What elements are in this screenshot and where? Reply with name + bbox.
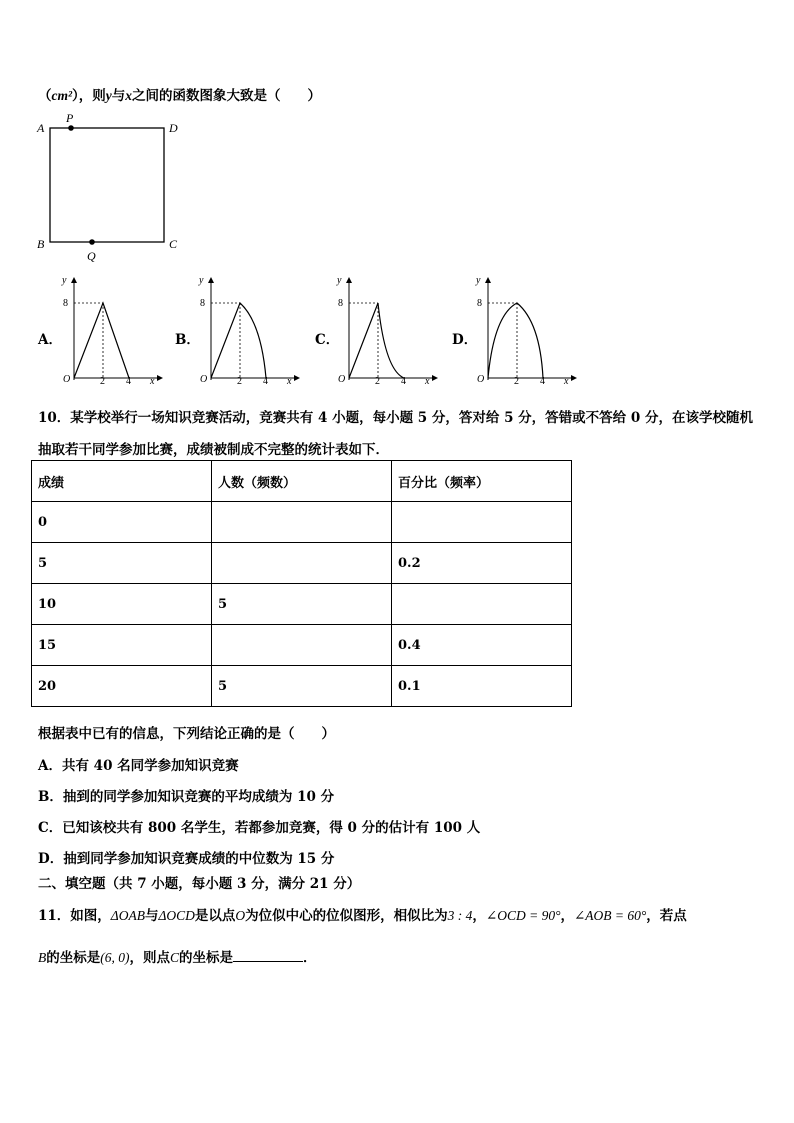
curve-a — [74, 303, 129, 378]
table-row — [32, 584, 572, 625]
option-c-label: C． — [315, 332, 340, 348]
q11-line2: B的坐标是(6, 0)，则点C的坐标是 ． — [38, 950, 317, 966]
option-b-label: B． — [175, 332, 200, 348]
svg-text:4: 4 — [126, 376, 131, 387]
table-cell — [392, 502, 572, 543]
label-a: A — [37, 121, 45, 135]
table-cell: 5 — [212, 666, 392, 707]
table-cell — [212, 625, 392, 666]
curve-c — [349, 303, 404, 378]
svg-text:x: x — [425, 376, 430, 387]
table-cell: 0.2 — [392, 543, 572, 584]
option-a-label: A． — [38, 332, 62, 348]
svg-text:x: x — [150, 376, 155, 387]
svg-text:x: x — [287, 376, 292, 387]
table-header-cell: 人数（频数） — [212, 461, 392, 502]
svg-text:2: 2 — [375, 376, 380, 387]
square-abcd — [50, 128, 164, 242]
svg-text:2: 2 — [100, 376, 105, 387]
q10-choice-d: D．抽到同学参加知识竞赛成绩的中位数为 15 分 — [38, 851, 335, 867]
svg-text:O: O — [63, 374, 71, 385]
q10-question: 根据表中已有的信息，下列结论正确的是（ ） — [38, 726, 335, 742]
svg-text:2: 2 — [514, 376, 519, 387]
table-header-cell: 成绩 — [32, 461, 212, 502]
curve-d — [488, 303, 543, 378]
table-cell: 5 — [212, 584, 392, 625]
svg-text:8: 8 — [338, 298, 343, 309]
point-q — [89, 239, 95, 245]
graph-option-a — [58, 270, 170, 390]
svg-text:y: y — [337, 275, 342, 286]
point-p — [68, 125, 74, 131]
table-cell: 10 — [32, 584, 212, 625]
svg-text:O: O — [338, 374, 346, 385]
curve-b — [211, 303, 266, 378]
table-header-row — [32, 461, 572, 502]
table-row — [32, 502, 572, 543]
svg-text:8: 8 — [200, 298, 205, 309]
q10-choice-c: C．已知该校共有 800 名学生，若都参加竞赛，得 0 分的估计有 100 人 — [38, 820, 481, 836]
table-cell: 20 — [32, 666, 212, 707]
svg-text:4: 4 — [540, 376, 545, 387]
q10-choice-b: B．抽到的同学参加知识竞赛的平均成绩为 10 分 — [38, 789, 335, 805]
svg-text:x: x — [564, 376, 569, 387]
table-cell — [392, 584, 572, 625]
svg-text:O: O — [200, 374, 208, 385]
table-row — [32, 666, 572, 707]
graph-option-b — [195, 270, 307, 390]
table-cell — [212, 502, 392, 543]
q9-stem: （cm²），则y与x之间的函数图象大致是（ ） — [38, 88, 322, 104]
table-row — [32, 543, 572, 584]
square-figure — [30, 110, 190, 270]
table-cell — [212, 543, 392, 584]
label-b: B — [37, 237, 45, 251]
svg-text:y: y — [199, 275, 204, 286]
svg-text:4: 4 — [401, 376, 406, 387]
section-title: 二、填空题（共 7 小题，每小题 3 分，满分 21 分） — [38, 876, 361, 892]
svg-text:y: y — [476, 275, 481, 286]
answer-blank[interactable] — [233, 949, 303, 962]
svg-text:2: 2 — [237, 376, 242, 387]
q10-stem-line2: 抽取若干同学参加比赛，成绩被制成不完整的统计表如下． — [38, 442, 389, 458]
label-c: C — [169, 237, 178, 251]
q10-stem-line1: 10．某学校举行一场知识竞赛活动，竞赛共有 4 小题，每小题 5 分，答对给 5 分，答错或不答给 0 分，在该学校随机 — [38, 410, 753, 426]
option-d-label: D． — [452, 332, 478, 348]
svg-text:y: y — [62, 275, 67, 286]
table-row — [32, 625, 572, 666]
table-cell: 0 — [32, 502, 212, 543]
label-q: Q — [87, 249, 96, 263]
svg-text:4: 4 — [263, 376, 268, 387]
table-cell: 15 — [32, 625, 212, 666]
label-d: D — [169, 121, 178, 135]
q10-choice-a: A．共有 40 名同学参加知识竞赛 — [38, 758, 239, 774]
q11-line1: 11．如图，ΔOAB与ΔOCD是以点O为位似中心的位似图形，相似比为3 : 4，∠OCD = 90°，∠AOB = 60°，若点 — [38, 908, 687, 924]
label-p: P — [66, 111, 74, 125]
table-cell: 0.4 — [392, 625, 572, 666]
table-cell: 0.1 — [392, 666, 572, 707]
svg-text:O: O — [477, 374, 485, 385]
svg-text:8: 8 — [63, 298, 68, 309]
table-header-cell: 百分比（频率） — [392, 461, 572, 502]
graph-option-d — [472, 270, 584, 390]
graph-option-c — [333, 270, 445, 390]
svg-text:8: 8 — [477, 298, 482, 309]
stats-table — [31, 460, 572, 707]
table-cell: 5 — [32, 543, 212, 584]
